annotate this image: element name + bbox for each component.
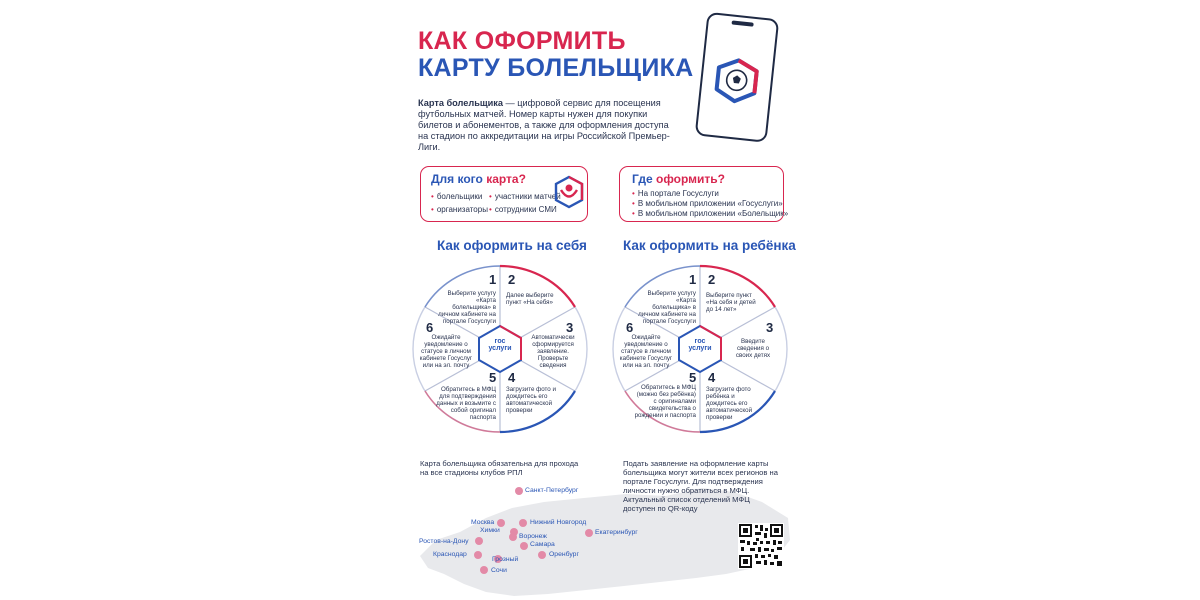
gosuslugi-logo-text [688,338,712,352]
list-item: • На портале Госуслуги [632,189,719,198]
city-dot [519,519,527,527]
where-card [619,166,789,222]
step-number: 4 [508,370,516,385]
page-title [418,28,694,82]
city-label: Оренбург [549,551,579,558]
step-text: Далее выберите пункт «На себя» [506,292,554,306]
city-dot [497,519,505,527]
step-number: 5 [489,370,497,385]
step-text: Выберите услугу «Карта болельщика» в личном кабинете на портале Госуслуги [438,290,496,325]
step-text: Выберите пункт «На себя и детей до 14 лет» [706,292,756,313]
logo-top: гос [494,338,506,345]
step-text: Загрузите фото ребёнка и дождитесь его автоматической проверки [706,386,753,421]
step-number: 3 [766,320,774,335]
city-label: Химки [480,527,500,534]
step-text: Ожидайте уведомление о статусе в личном кабинете Госуслуг или на эл. почту [419,334,473,369]
where-card-title [632,172,725,186]
city-dot [475,537,483,545]
map-note-right: Подать заявление на оформление карты болельщика могут жители всех регионов на портале Госуслуги. Для подтверждения личности нужно обратиться в МФЦ. Актуальный список отделений МФЦ доступен по QR-коду [623,459,778,513]
list-item: • организаторы [431,205,488,214]
step-number: 6 [426,320,434,335]
map-note-left: Карта болельщика обязательна для прохода на все стадионы клубов РПЛ [420,459,579,477]
city-label: Екатеринбург [595,529,638,536]
city-dot [474,551,482,559]
city-dot [585,529,593,537]
self-wheel [410,264,590,434]
list-item: • болельщики [431,192,482,201]
city-dot [538,551,546,559]
qr-code[interactable] [738,523,784,569]
gosuslugi-logo-text [488,338,512,352]
phone-illustration [680,12,788,142]
city-dot [520,542,528,550]
step-number: 2 [508,272,516,287]
logo-top: гос [694,338,706,345]
step-text: Обратитесь в МФЦ (можно без ребёнка) с оригиналами свидетельства о рождении и паспорта [634,384,696,419]
city-dot [515,487,523,495]
step-number: 1 [489,272,497,287]
list-item: • В мобильном приложении «Болельщик» [632,209,788,218]
city-label: Сочи [491,567,507,574]
city-label: Нижний Новгород [530,519,587,526]
list-item: • участники матчей [489,192,561,201]
step-text: Ожидайте уведомление о статусе в личном кабинете Госуслуг или на эл. почту [619,334,673,369]
step-number: 1 [689,272,697,287]
step-number: 3 [566,320,574,335]
step-text: Автоматически сформируется заявление. Проверьте сведения [531,334,575,369]
title-line-1: КАК ОФОРМИТЬ [418,27,626,55]
list-item: • сотрудники СМИ [489,205,557,214]
intro-bold: Карта болельщика [418,98,503,108]
city-label: Санкт-Петербург [525,487,579,494]
step-number: 2 [708,272,716,287]
child-wheel [610,264,790,434]
city-label: Самара [530,541,555,548]
city-label: Воронеж [519,533,547,540]
where-title-a: Где [632,172,656,186]
city-label: Ростов-на-Дону [419,538,469,545]
child-section-title: Как оформить на ребёнка [623,238,796,253]
city-label: Грозный [492,556,519,563]
logo-bottom: услуги [688,345,712,352]
logo-bottom: услуги [488,345,512,352]
who-title-b: карта? [486,172,526,186]
step-text: Введите сведения о своих детях [735,338,771,359]
intro-paragraph [418,98,680,153]
step-text: Обратитесь в МФЦ для подтверждения данных и возьмите с собой оригинал паспорта [436,386,496,421]
title-line-2: КАРТУ БОЛЕЛЬЩИКА [418,54,694,82]
city-dot [509,533,517,541]
step-number: 5 [689,370,697,385]
city-label: Краснодар [433,551,467,558]
intro-text: — цифровой сервис для посещения футбольных матчей. Номер карты нужен для покупки билетов и абонементов, а также для оформления доступа на стадион по аккредитации на игры Российской Премьер-Лиги. [418,98,670,152]
city-label: Москва [471,519,495,526]
step-text: Загрузите фото и дождитесь его автоматической проверки [506,386,556,414]
who-card [420,166,588,222]
list-item: • В мобильном приложении «Госуслуги» [632,199,783,208]
step-number: 4 [708,370,716,385]
step-text: Выберите услугу «Карта болельщика» в личном кабинете на портале Госуслуги [638,290,696,325]
where-title-b: оформить? [655,172,725,186]
people-icon [553,175,585,215]
step-number: 6 [626,320,634,335]
who-title-a: Для кого [431,172,487,186]
city-dot [480,566,488,574]
who-card-title [431,172,526,186]
self-section-title: Как оформить на себя [437,238,587,253]
